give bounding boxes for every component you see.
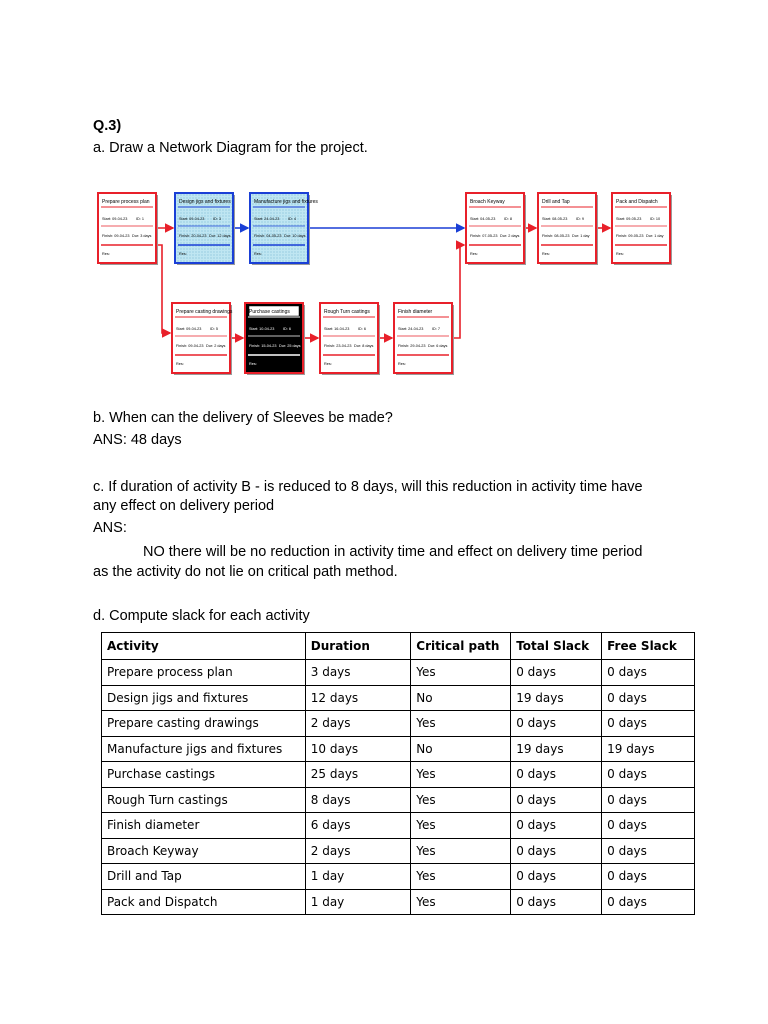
part-a-text: a. Draw a Network Diagram for the project. xyxy=(93,140,368,156)
header-free-slack: Free Slack xyxy=(602,633,695,660)
table-cell: 0 days xyxy=(511,889,602,915)
part-c-ans-label: ANS: xyxy=(93,520,127,536)
table-cell: 0 days xyxy=(602,813,695,839)
node-start: Start: 09-04-23 xyxy=(179,217,205,221)
table-cell: 12 days xyxy=(305,685,411,711)
node-title: Prepare casting drawings xyxy=(176,309,233,315)
node-resources: Res: xyxy=(249,362,257,366)
node-duration: Dur: 10 days xyxy=(284,234,306,238)
table-cell: Drill and Tap xyxy=(102,864,306,890)
node-resources: Res: xyxy=(254,252,262,256)
table-cell: Prepare casting drawings xyxy=(102,711,306,737)
part-b-text: b. When can the delivery of Sleeves be made? xyxy=(93,410,393,426)
node-id: ID: 1 xyxy=(136,217,145,221)
table-cell: Yes xyxy=(411,711,511,737)
node-finish: Finish: 29-04-23 xyxy=(398,344,426,348)
table-cell: 0 days xyxy=(511,762,602,788)
node-duration: Dur: 2 days xyxy=(206,344,226,348)
table-cell: 19 days xyxy=(602,736,695,762)
table-row xyxy=(102,660,695,686)
table-cell: 0 days xyxy=(602,864,695,890)
node-id: ID: 8 xyxy=(504,217,513,221)
table-cell: 3 days xyxy=(305,660,411,686)
node-duration: Dur: 1 day xyxy=(646,234,664,238)
node-finish: Finish: 20-04-23 xyxy=(179,234,207,238)
node-resources: Res: xyxy=(176,362,184,366)
part-d-text: d. Compute slack for each activity xyxy=(93,608,310,624)
table-cell: Yes xyxy=(411,864,511,890)
part-c-text-line1: c. If duration of activity B - is reduced to 8 days, will this reduction in activity time have xyxy=(93,479,643,495)
table-cell: 19 days xyxy=(511,736,602,762)
table-cell: 0 days xyxy=(511,787,602,813)
node-duration: Dur: 3 days xyxy=(132,234,152,238)
part-c-text-line2: any effect on delivery period xyxy=(93,498,275,514)
table-cell: Prepare process plan xyxy=(102,660,306,686)
header-total-slack: Total Slack xyxy=(511,633,602,660)
table-cell: 0 days xyxy=(602,660,695,686)
node-resources: Res: xyxy=(102,252,110,256)
node-resources: Res: xyxy=(542,252,550,256)
node-id: ID: 6 xyxy=(358,327,367,331)
node-finish: Finish: 09-05-23 xyxy=(616,234,644,238)
node-start: Start: 24-04-23 xyxy=(254,217,280,221)
table-cell: 2 days xyxy=(305,838,411,864)
part-c-answer-line2: as the activity do not lie on critical path method. xyxy=(93,564,398,580)
activity-node xyxy=(320,303,380,375)
node-duration: Dur: 12 days xyxy=(209,234,231,238)
activity-node xyxy=(245,303,305,375)
table-cell: 0 days xyxy=(602,762,695,788)
node-id: ID: 7 xyxy=(432,327,441,331)
table-row xyxy=(102,838,695,864)
node-title: Design jigs and fixtures xyxy=(179,199,231,205)
table-cell: Pack and Dispatch xyxy=(102,889,306,915)
table-cell: 2 days xyxy=(305,711,411,737)
table-cell: No xyxy=(411,736,511,762)
table-cell: 0 days xyxy=(602,711,695,737)
node-finish: Finish: 23-04-23 xyxy=(324,344,352,348)
table-cell: 1 day xyxy=(305,864,411,890)
node-duration: Dur: 25 days xyxy=(279,344,301,348)
node-title: Manufacture jigs and fixtures xyxy=(254,199,318,205)
table-cell: No xyxy=(411,685,511,711)
slack-table xyxy=(101,632,695,915)
table-cell: 10 days xyxy=(305,736,411,762)
node-start: Start: 04-05-23 xyxy=(470,217,496,221)
node-id: ID: 9 xyxy=(576,217,585,221)
table-cell: Yes xyxy=(411,660,511,686)
table-cell: Yes xyxy=(411,787,511,813)
node-start: Start: 09-04-23 xyxy=(102,217,128,221)
table-cell: Finish diameter xyxy=(102,813,306,839)
node-finish: Finish: 09-04-23 xyxy=(102,234,130,238)
table-cell: 25 days xyxy=(305,762,411,788)
table-cell: Yes xyxy=(411,762,511,788)
node-id: ID: 4 xyxy=(288,217,297,221)
node-resources: Res: xyxy=(324,362,332,366)
activity-node xyxy=(466,193,526,265)
table-cell: 19 days xyxy=(511,685,602,711)
critical-arrow xyxy=(156,245,170,333)
activity-node xyxy=(172,303,233,375)
activity-node xyxy=(394,303,454,375)
node-finish: Finish: 08-05-23 xyxy=(542,234,570,238)
table-cell: Yes xyxy=(411,838,511,864)
part-b-answer: ANS: 48 days xyxy=(93,432,182,448)
question-number: Q.3) xyxy=(93,118,122,134)
node-resources: Res: xyxy=(470,252,478,256)
header-activity: Activity xyxy=(102,633,306,660)
header-duration: Duration xyxy=(305,633,411,660)
table-header-row xyxy=(102,633,695,660)
node-duration: Dur: 2 days xyxy=(500,234,520,238)
node-duration: Dur: 6 days xyxy=(428,344,448,348)
node-start: Start: 09-04-23 xyxy=(176,327,202,331)
node-finish: Finish: 07-05-23 xyxy=(470,234,498,238)
node-start: Start: 24-04-23 xyxy=(398,327,424,331)
table-row xyxy=(102,889,695,915)
table-cell: Manufacture jigs and fixtures xyxy=(102,736,306,762)
node-finish: Finish: 09-04-23 xyxy=(176,344,204,348)
network-diagram xyxy=(90,185,680,380)
table-cell: Rough Turn castings xyxy=(102,787,306,813)
table-cell: 0 days xyxy=(602,787,695,813)
table-row xyxy=(102,685,695,711)
node-title: Finish diameter xyxy=(398,309,433,315)
part-c-answer-line1: NO there will be no reduction in activity time and effect on delivery time period xyxy=(143,544,643,560)
node-id: ID: 3 xyxy=(213,217,222,221)
table-cell: 1 day xyxy=(305,889,411,915)
table-cell: Yes xyxy=(411,889,511,915)
table-cell: Yes xyxy=(411,813,511,839)
node-start: Start: 10-04-23 xyxy=(249,327,275,331)
table-row xyxy=(102,864,695,890)
table-cell: 0 days xyxy=(511,660,602,686)
activity-node xyxy=(538,193,598,265)
node-finish: Finish: 15-04-23 xyxy=(249,344,277,348)
node-title: Drill and Tap xyxy=(542,199,570,205)
table-row xyxy=(102,787,695,813)
table-row xyxy=(102,736,695,762)
activity-node xyxy=(612,193,672,265)
node-title: Pack and Dispatch xyxy=(616,199,658,205)
node-duration: Dur: 8 days xyxy=(354,344,374,348)
table-cell: 0 days xyxy=(602,685,695,711)
node-resources: Res: xyxy=(398,362,406,366)
table-row xyxy=(102,813,695,839)
table-cell: 0 days xyxy=(602,838,695,864)
table-cell: 0 days xyxy=(511,864,602,890)
table-cell: 6 days xyxy=(305,813,411,839)
node-title: Broach Keyway xyxy=(470,199,505,205)
table-cell: 0 days xyxy=(511,711,602,737)
node-resources: Res: xyxy=(179,252,187,256)
node-id: ID: 10 xyxy=(650,217,661,221)
activity-node xyxy=(98,193,158,265)
activity-node xyxy=(250,193,318,265)
node-id: ID: 5 xyxy=(210,327,219,331)
node-finish: Finish: 04-05-23 xyxy=(254,234,282,238)
table-cell: Design jigs and fixtures xyxy=(102,685,306,711)
table-cell: Purchase castings xyxy=(102,762,306,788)
node-duration: Dur: 1 day xyxy=(572,234,590,238)
table-cell: 0 days xyxy=(511,813,602,839)
node-resources: Res: xyxy=(616,252,624,256)
node-start: Start: 08-05-23 xyxy=(542,217,568,221)
node-title: Purchase castings xyxy=(249,309,290,315)
table-row xyxy=(102,711,695,737)
node-start: Start: 09-05-23 xyxy=(616,217,642,221)
node-start: Start: 16-04-23 xyxy=(324,327,350,331)
table-row xyxy=(102,762,695,788)
table-cell: Broach Keyway xyxy=(102,838,306,864)
node-title: Rough Turn castings xyxy=(324,309,370,315)
node-title: Prepare process plan xyxy=(102,199,150,205)
table-cell: 0 days xyxy=(511,838,602,864)
node-id: ID: 6 xyxy=(283,327,292,331)
table-cell: 0 days xyxy=(602,889,695,915)
activity-node xyxy=(175,193,235,265)
header-critical-path: Critical path xyxy=(411,633,511,660)
table-cell: 8 days xyxy=(305,787,411,813)
